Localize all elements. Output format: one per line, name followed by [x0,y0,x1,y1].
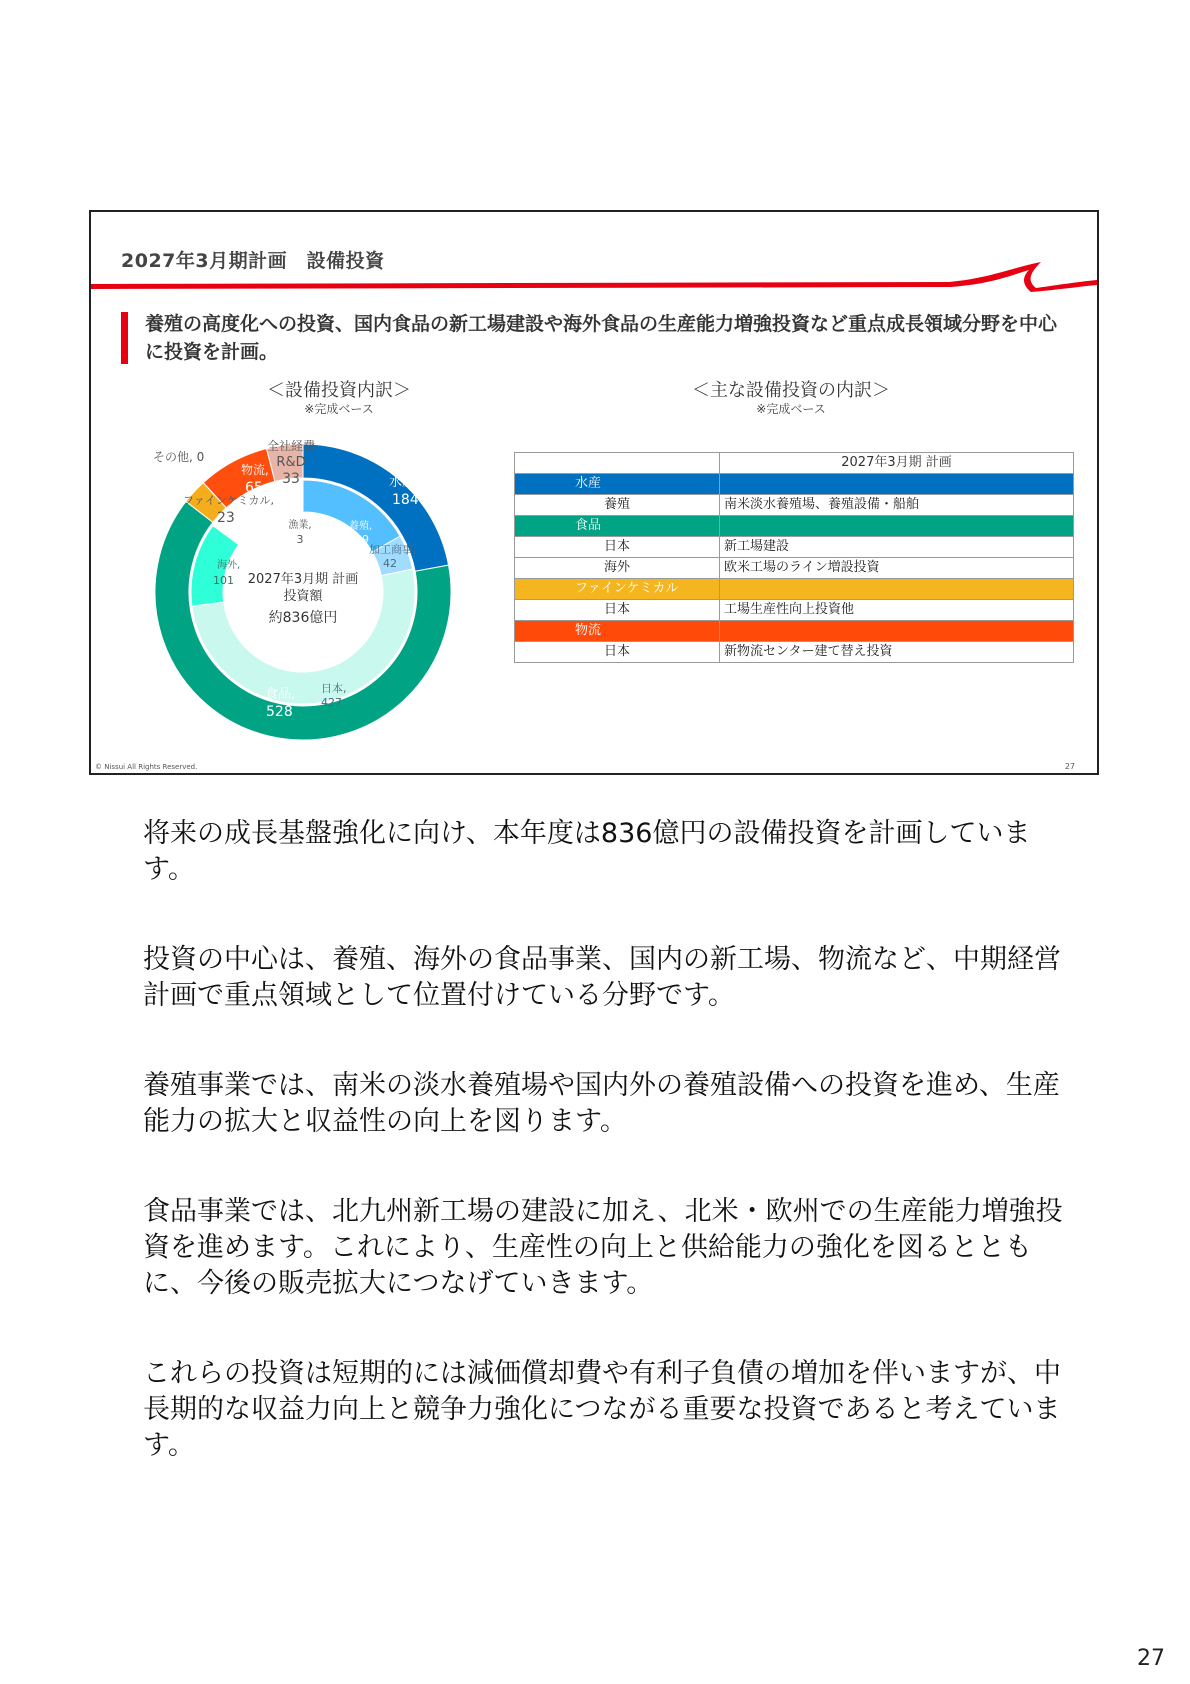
breakdown-heading: ＜設備投資内訳＞ [267,380,411,401]
table-cell-detail [720,579,1074,600]
inner-slice [300,480,303,512]
lead-accent-bar [121,312,128,364]
center-label-total: 約836億円 [268,610,338,626]
label-suisan-value: 184 [392,492,419,508]
center-label-amount-title: 投資額 [283,589,323,604]
label-butsuryu-value: 65 [245,480,263,496]
narration-text [143,816,1063,1518]
label-nihon-name: 日本, [321,682,347,695]
label-sonota: その他, 0 [153,450,205,464]
label-fine-value: 23 [217,510,235,526]
main-investment-note: ※完成ベース [756,402,826,416]
paragraph: 将来の成長基盤強化に向け、本年度は836億円の設備投資を計画しています。 [143,818,1031,885]
table-cell-segment: ファインケミカル [515,579,720,600]
label-gyogyo-value: 3 [296,533,304,546]
slide-title: 2027年3月期計画 設備投資 [121,250,385,272]
label-fine-name: ファインケミカル, [183,494,275,507]
table-cell-segment: 日本 [515,537,720,558]
table-cell-detail: 新物流センター建て替え投資 [720,642,1074,663]
table-row [515,495,1074,516]
table-cell-detail: 新工場建設 [720,537,1074,558]
label-nihon-value: 427 [321,696,342,709]
label-yoshoku-name: 養殖, [349,521,373,532]
table-cell-segment: 海外 [515,558,720,579]
table-category-row [515,621,1074,642]
label-yoshoku-value: 139 [348,533,369,546]
investment-donut-chart [151,430,501,772]
lead-text: 養殖の高度化への投資、国内食品の新工場建設や海外食品の生産能力増強投資など重点成長領域分野を中心に投資を計画。 [145,313,1058,363]
label-rd-name2: R&D [276,455,306,470]
label-suisan-name: 水産, [389,475,420,490]
table-row [515,558,1074,579]
table-header-blank [515,453,720,474]
label-kaigai-value: 101 [213,574,234,587]
table-category-row [515,516,1074,537]
brand-swoosh [91,242,1097,302]
table-cell-detail: 南米淡水養殖場、養殖設備・船舶 [720,495,1074,516]
table-cell-segment: 食品 [515,516,720,537]
label-butsuryu-name: 物流, [241,463,269,477]
paragraph: 食品事業では、北九州新工場の建設に加え、北米・欧州での生産能力増強投資を進めます。これにより、生産性の向上と供給能力の強化を図るとともに、今後の販売拡大につなげていきます。 [143,1196,1063,1299]
main-investment-heading: ＜主な設備投資の内訳＞ [692,380,890,401]
table-cell-segment: 物流 [515,621,720,642]
breakdown-note: ※完成ベース [304,402,374,416]
table-cell-detail: 工場生産性向上投資他 [720,600,1074,621]
table-category-row [515,579,1074,600]
page-number: 27 [1137,1646,1165,1671]
paragraph: 投資の中心は、養殖、海外の食品事業、国内の新工場、物流など、中期経営計画で重点領域として位置付けている分野です。 [143,944,1061,1011]
label-shokuhin-value: 528 [266,704,293,720]
table-row [515,642,1074,663]
main-investment-table [514,452,1074,663]
table-cell-detail: 欧米工場のライン増設投資 [720,558,1074,579]
label-kako-value: 42 [383,557,397,570]
label-kaigai-name: 海外, [217,560,241,571]
slide [89,210,1099,775]
paragraph: これらの投資は短期的には減価償却費や有利子負債の増加を伴いますが、中長期的な収益力向上と競争力強化につながる重要な投資であると考えています。 [143,1358,1061,1461]
table-header-row [515,453,1074,474]
table-header-period: 2027年3月期 計画 [720,453,1074,474]
center-label-period: 2027年3月期 計画 [247,572,359,587]
label-kako-name: 加工商事, [369,543,417,556]
label-shokuhin-name: 食品, [265,687,296,702]
label-rd-value: 33 [282,471,300,487]
table-cell-segment: 水産 [515,474,720,495]
table-cell-detail [720,474,1074,495]
table-cell-detail [720,621,1074,642]
label-rd-name1: 全社経費 [266,439,316,453]
table-cell-segment: 日本 [515,642,720,663]
table-cell-segment: 養殖 [515,495,720,516]
table-row [515,600,1074,621]
slide-page-number: 27 [1064,762,1075,771]
copyright: © Nissui All Rights Reserved. [95,763,198,771]
table-row [515,537,1074,558]
table-category-row [515,474,1074,495]
table-cell-detail [720,516,1074,537]
label-gyogyo-name: 漁業, [288,520,312,531]
paragraph: 養殖事業では、南米の淡水養殖場や国内外の養殖設備への投資を進め、生産能力の拡大と収益性の向上を図ります。 [143,1070,1060,1137]
table-cell-segment: 日本 [515,600,720,621]
